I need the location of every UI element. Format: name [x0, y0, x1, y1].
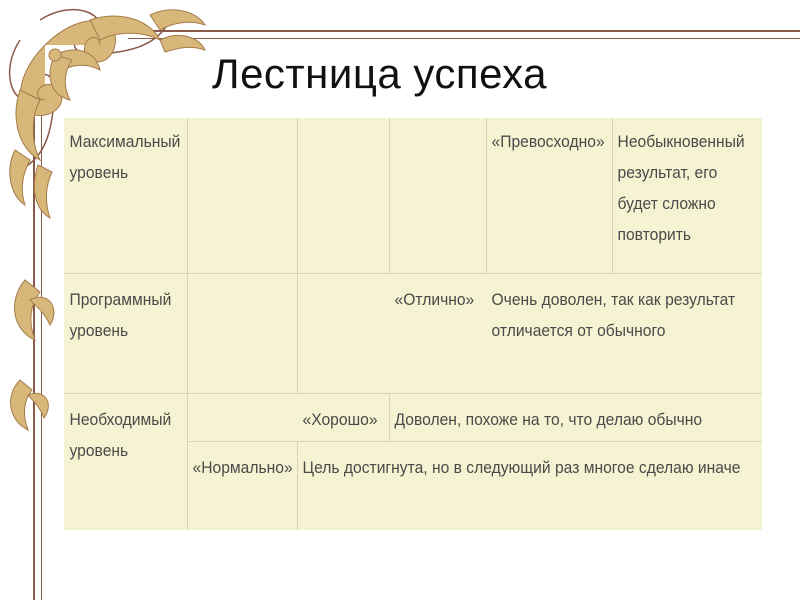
grade-cell: «Нормально» — [192, 458, 293, 477]
grid-line — [389, 118, 390, 273]
description-cell: Очень доволен, так как результат отличается от обычного — [491, 290, 736, 340]
frame-top-line — [128, 30, 800, 32]
slide-title: Лестница успеха — [212, 50, 547, 97]
grid-line — [64, 393, 762, 394]
level-cell: Программный уровень — [69, 290, 172, 340]
description-cell: Доволен, похоже на то, что делаю обычно — [394, 410, 703, 429]
frame-top-line-inner — [128, 38, 800, 39]
grid-line — [187, 441, 762, 442]
grade-cell: «Отлично» — [394, 290, 475, 309]
grade-cell: «Превосходно» — [491, 132, 605, 151]
description-cell: Цель достигнута, но в следующий раз многое сделаю иначе — [302, 458, 741, 477]
description-cell: Необыкновенный результат, его будет сложно повторить — [617, 132, 745, 244]
level-cell: Максимальный уровень — [69, 132, 181, 182]
success-ladder-table — [64, 118, 762, 530]
grade-cell: «Хорошо» — [302, 410, 378, 429]
level-cell: Необходимый уровень — [69, 410, 172, 460]
grid-line — [64, 273, 762, 274]
grid-line — [297, 118, 298, 393]
